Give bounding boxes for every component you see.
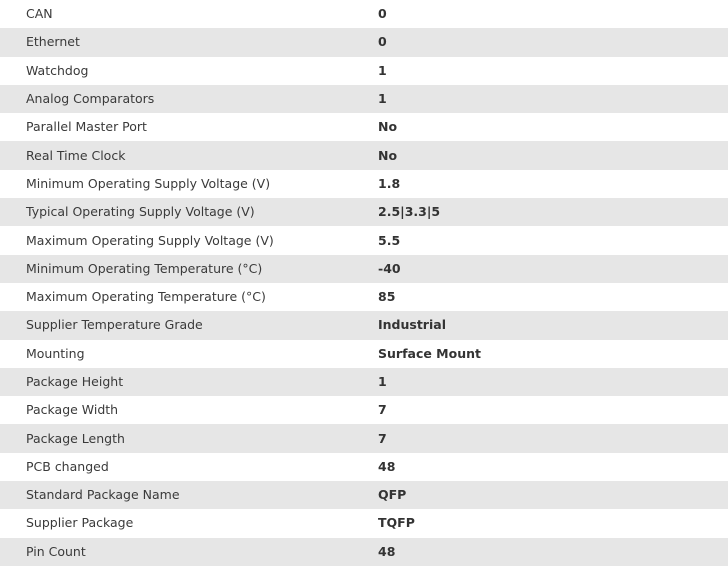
spec-value: 0 — [378, 34, 387, 50]
spec-row — [0, 538, 728, 566]
spec-value: 1 — [378, 374, 387, 389]
spec-value: QFP — [378, 487, 407, 503]
spec-row — [0, 396, 728, 424]
spec-row — [0, 481, 728, 509]
spec-row — [0, 170, 728, 198]
spec-label: Pin Count — [26, 543, 86, 559]
spec-value: 48 — [378, 543, 396, 559]
spec-value: No — [378, 147, 398, 163]
spec-value: 1.8 — [378, 175, 401, 191]
spec-row — [0, 311, 728, 339]
spec-label: Real Time Clock — [26, 147, 126, 163]
spec-label: Supplier Package — [26, 515, 134, 531]
spec-label: Maximum Operating Temperature (°C) — [26, 289, 266, 305]
spec-label: Package Width — [26, 402, 119, 418]
spec-label: Mounting — [26, 345, 85, 361]
spec-label: Parallel Master Port — [26, 119, 147, 135]
spec-row — [0, 226, 728, 254]
spec-label: Supplier Temperature Grade — [26, 317, 203, 333]
spec-row — [0, 453, 728, 481]
spec-value: Industrial — [378, 317, 446, 333]
spec-label: Minimum Operating Supply Voltage (V) — [26, 175, 271, 191]
spec-value: -40 — [378, 260, 401, 276]
spec-value: Surface Mount — [378, 345, 481, 361]
spec-row — [0, 57, 728, 85]
spec-value: 2.5|3.3|5 — [378, 204, 441, 220]
spec-value: 1 — [378, 62, 387, 78]
spec-label: Typical Operating Supply Voltage (V) — [26, 204, 255, 220]
spec-label: CAN — [26, 6, 53, 22]
spec-row — [0, 113, 728, 141]
spec-row — [0, 255, 728, 283]
spec-value: 85 — [378, 289, 396, 305]
spec-row — [0, 85, 728, 113]
spec-label: Package Length — [26, 430, 125, 446]
spec-row — [0, 424, 728, 452]
spec-value: TQFP — [378, 515, 415, 531]
spec-row — [0, 340, 728, 368]
spec-row — [0, 0, 728, 28]
spec-label: Watchdog — [26, 62, 89, 78]
spec-label: Maximum Operating Supply Voltage (V) — [26, 232, 274, 248]
spec-label: Ethernet — [26, 34, 80, 50]
spec-label: Minimum Operating Temperature (°C) — [26, 260, 263, 276]
spec-label: PCB changed — [26, 458, 109, 474]
spec-row — [0, 368, 728, 396]
spec-row — [0, 198, 728, 226]
spec-row — [0, 283, 728, 311]
spec-value: No — [378, 119, 398, 135]
spec-value: 7 — [378, 430, 387, 446]
spec-row — [0, 141, 728, 169]
spec-label: Standard Package Name — [26, 487, 180, 503]
spec-value: 7 — [378, 402, 387, 418]
spec-value: 0 — [378, 6, 387, 22]
spec-value: 5.5 — [378, 232, 401, 248]
spec-row — [0, 28, 728, 56]
spec-row — [0, 509, 728, 537]
spec-label: Package Height — [26, 374, 124, 389]
spec-label: Analog Comparators — [26, 91, 155, 107]
spec-value: 48 — [378, 458, 396, 474]
spec-value: 1 — [378, 91, 387, 107]
